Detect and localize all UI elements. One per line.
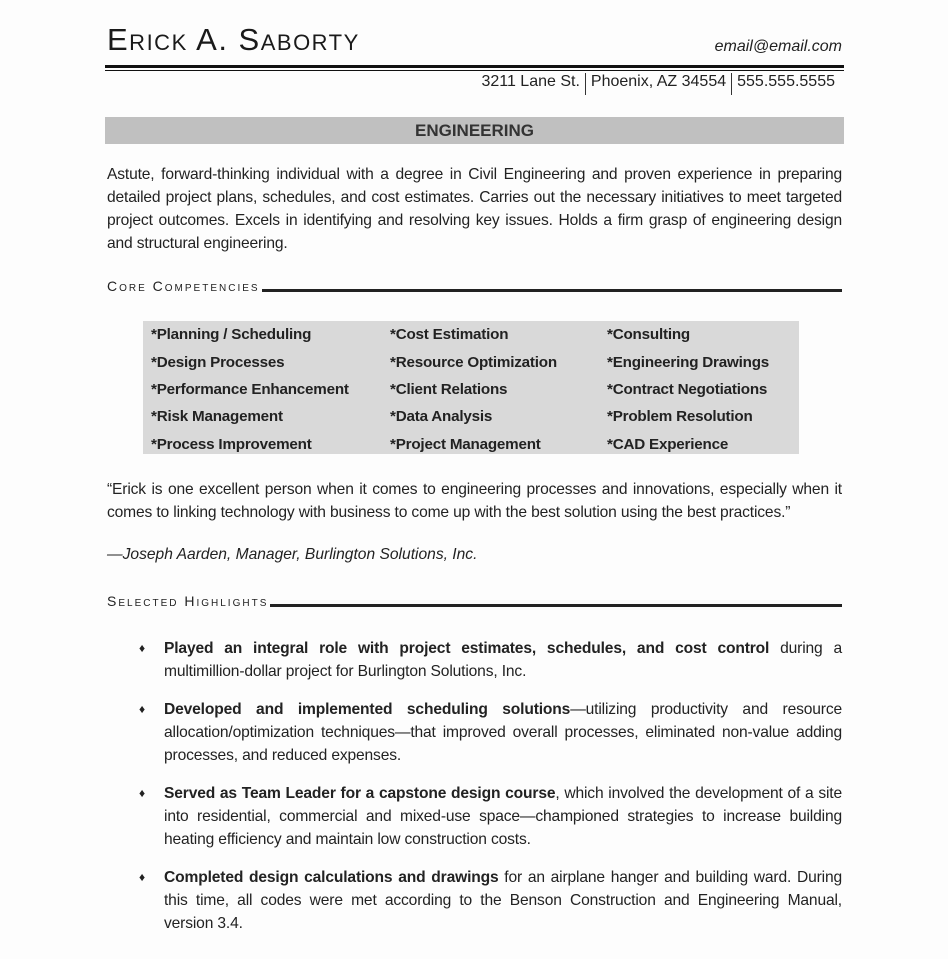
title-band: ENGINEERING xyxy=(105,117,844,144)
diamond-bullet-icon: ♦ xyxy=(139,702,145,716)
section-title: Selected Highlights xyxy=(107,593,269,609)
highlight-text: for an airplane hanger and building ward. During this time, all codes were met according to the Benson Construction and Engineering Manual, version 3.4. xyxy=(164,869,842,932)
competency: *Contract Negotiations xyxy=(607,380,768,398)
list-item xyxy=(107,866,842,935)
list-item xyxy=(107,637,842,683)
competencies-grid xyxy=(143,321,799,454)
header-rule-thick xyxy=(105,65,844,68)
summary: Astute, forward-thinking individual with a degree in Civil Engineering and proven experience in preparing detailed project plans, schedules, and cost estimates. Carries out the necessary initiatives to meet targeted project outcomes. Excels in identifying and resolving key issues. Holds a firm grasp of engineering design and structural engineering. xyxy=(107,166,842,252)
phone: 555.555.5555 xyxy=(737,73,835,90)
highlight-text: , which involved the development of a site into residential, commercial and mixed-use space—championed strategies to increase building heating efficiency and maintain low construction costs. xyxy=(164,785,842,848)
candidate-name: Erick A. Saborty xyxy=(107,22,360,57)
testimonial-quote: “Erick is one excellent person when it comes to engineering processes and innovations, especially when it comes to linking technology with business to come up with the best solution using the best practices.” xyxy=(107,481,842,521)
diamond-bullet-icon: ♦ xyxy=(139,786,145,800)
competency: *CAD Experience xyxy=(607,435,729,453)
contact-line xyxy=(476,73,840,95)
highlights-list xyxy=(107,637,842,950)
competency: *Performance Enhancement xyxy=(151,380,349,398)
divider xyxy=(270,604,842,607)
testimonial-cite: —Joseph Aarden, Manager, Burlington Solutions, Inc. xyxy=(107,546,478,563)
highlight-text: during a multimillion-dollar project for Burlington Solutions, Inc. xyxy=(164,640,842,680)
competency: *Resource Optimization xyxy=(390,353,557,371)
competency: *Planning / Scheduling xyxy=(151,326,312,344)
list-item xyxy=(107,698,842,767)
header-rule-thin xyxy=(105,70,844,71)
diamond-bullet-icon: ♦ xyxy=(139,870,145,884)
highlight-text: —utilizing productivity and resource allocation/optimization techniques—that improved overall processes, eliminated non-value adding processes, and reduced expenses. xyxy=(164,701,842,764)
competency: *Engineering Drawings xyxy=(607,353,770,371)
competency: *Design Processes xyxy=(151,353,285,371)
core-competencies-heading xyxy=(107,278,842,294)
city: Phoenix, AZ 34554 xyxy=(590,73,727,90)
competency: *Process Improvement xyxy=(151,435,312,453)
highlight-bold: Developed and implemented scheduling solutions xyxy=(164,701,571,718)
diamond-bullet-icon: ♦ xyxy=(139,641,145,655)
competency: *Client Relations xyxy=(390,380,508,398)
competency: *Project Management xyxy=(390,435,541,453)
highlight-bold: Played an integral role with project estimates, schedules, and cost control xyxy=(164,640,770,657)
competency: *Risk Management xyxy=(151,408,283,426)
competency: *Data Analysis xyxy=(390,408,493,426)
highlight-bold: Served as Team Leader for a capstone design course xyxy=(164,785,556,802)
address: 3211 Lane St. xyxy=(481,73,580,90)
section-title: Core Competencies xyxy=(107,278,260,294)
competency: *Consulting xyxy=(607,326,691,344)
list-item xyxy=(107,782,842,851)
competency: *Problem Resolution xyxy=(607,408,753,426)
divider xyxy=(262,289,842,292)
selected-highlights-heading xyxy=(107,593,842,609)
competency: *Cost Estimation xyxy=(390,326,509,344)
highlight-bold: Completed design calculations and drawings xyxy=(164,869,499,886)
email: email@email.com xyxy=(714,38,842,55)
